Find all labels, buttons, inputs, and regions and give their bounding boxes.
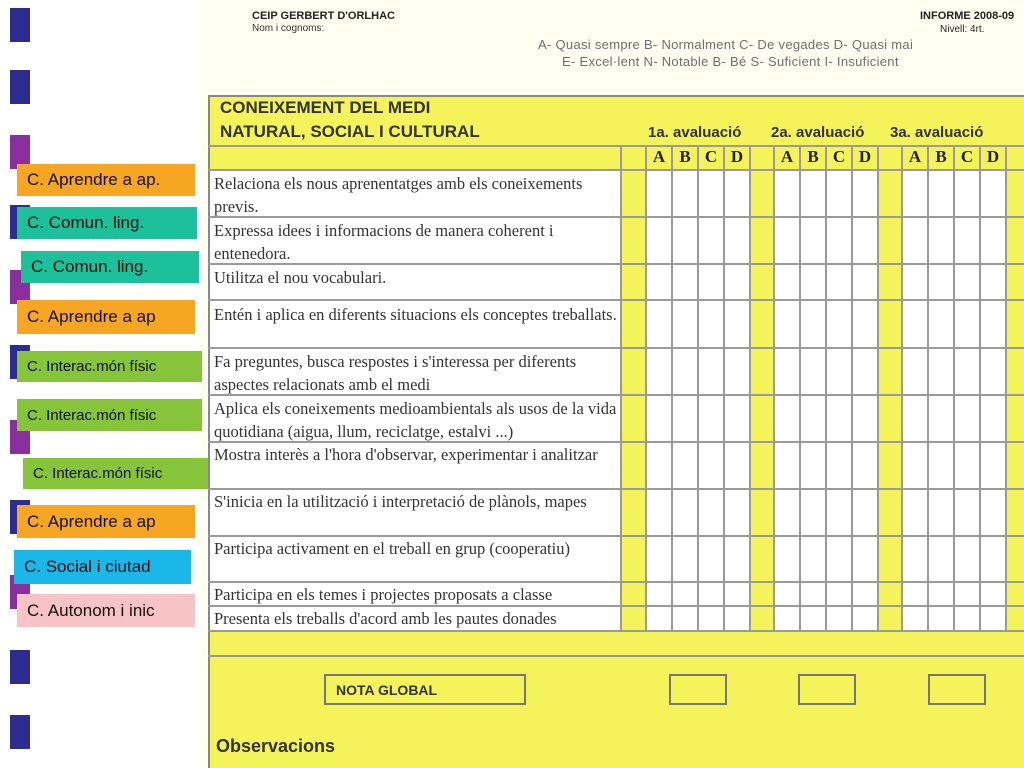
grid-line xyxy=(620,145,622,631)
strip-square xyxy=(10,715,30,749)
competence-tag: C. Aprendre a ap xyxy=(17,505,195,538)
name-label: Nom i cognoms: xyxy=(252,23,325,34)
frequency-legend: A- Quasi sempre B- Normalment C- De vegades D- Quasi mai xyxy=(538,37,914,52)
grid-line xyxy=(953,145,955,631)
scale-d-3: D xyxy=(986,147,1000,166)
grid-line xyxy=(697,145,699,631)
competence-tag: C. Autonom i inic xyxy=(17,594,195,627)
grid-line xyxy=(749,145,751,631)
nota-global-label: NOTA GLOBAL xyxy=(336,682,438,698)
criterion-1: Relaciona els nous aprenentatges amb els coneixements previs. xyxy=(214,174,583,216)
grid-line xyxy=(671,145,673,631)
competence-tag: C. Comun. ling. xyxy=(17,207,197,239)
decorative-strip xyxy=(0,0,30,768)
criterion-11: Presenta els treballs d'acord amb les pautes donades xyxy=(214,609,557,628)
competence-tag: C. Comun. ling. xyxy=(21,251,199,283)
strip-square xyxy=(10,70,30,104)
scale-d-1: D xyxy=(730,147,744,166)
scale-b-2: B xyxy=(807,147,819,166)
grid-line xyxy=(773,145,775,631)
scale-a-1: A xyxy=(652,147,666,166)
scale-b-1: B xyxy=(679,147,691,166)
form-subtitle: NATURAL, SOCIAL I CULTURAL xyxy=(220,122,480,141)
grid-line xyxy=(979,145,981,631)
competence-tag: C. Social i ciutad xyxy=(14,550,191,584)
grid-line xyxy=(825,145,827,631)
scale-a-2: A xyxy=(780,147,794,166)
scale-b-3: B xyxy=(935,147,947,166)
observations-heading: Observacions xyxy=(216,736,336,756)
scale-a-3: A xyxy=(908,147,922,166)
competence-tag: C. Aprendre a ap xyxy=(17,300,195,334)
school-name: CEIP GERBERT D'ORLHAC xyxy=(252,10,395,22)
grid-line xyxy=(799,145,801,631)
competence-tag: C. Aprendre a ap. xyxy=(17,164,195,196)
criterion-5: Fa preguntes, busca respostes i s'interessa per diferents aspectes relacionats amb el medi xyxy=(214,352,577,394)
form-title: CONEIXEMENT DEL MEDI xyxy=(220,98,431,117)
global-score-1-field[interactable] xyxy=(669,674,727,705)
report-title: INFORME 2008-09 xyxy=(920,10,1015,22)
eval-2-header: 2a. avaluació xyxy=(771,124,865,141)
criterion-7: Mostra interès a l'hora d'observar, experimentar i analitzar xyxy=(214,445,598,464)
strip-square xyxy=(10,8,30,42)
grade-legend: E- Excel·lent N- Notable B- Bé S- Suficient I- Insuficient xyxy=(562,54,899,69)
criterion-4: Entén i aplica en diferents situacions els conceptes treballats. xyxy=(214,305,617,324)
level-label: Nivell: 4rt. xyxy=(940,24,985,35)
grid-line xyxy=(877,145,879,631)
scale-d-2: D xyxy=(858,147,872,166)
scale-c-3: C xyxy=(960,147,974,166)
strip-square xyxy=(10,650,30,684)
grid-line xyxy=(723,145,725,631)
competence-tag: C. Interac.món físic xyxy=(17,399,202,431)
grid-line xyxy=(208,655,1024,657)
eval-1-header: 1a. avaluació xyxy=(648,124,742,141)
global-score-2-field[interactable] xyxy=(798,674,856,705)
criterion-3: Utilitza el nou vocabulari. xyxy=(214,268,387,287)
scale-c-2: C xyxy=(832,147,846,166)
grid-line xyxy=(851,145,853,631)
grid-line xyxy=(1005,145,1007,631)
grid-line xyxy=(645,145,647,631)
criterion-10: Participa en els temes i projectes proposats a classe xyxy=(214,585,553,604)
eval-3-header: 3a. avaluació xyxy=(890,124,984,141)
competence-tag: C. Interac.món físic xyxy=(17,351,202,382)
global-score-3-field[interactable] xyxy=(928,674,986,705)
competence-tag: C. Interac.món físic xyxy=(23,458,208,489)
criterion-8: S'inicia en la utilització i interpretació de plànols, mapes xyxy=(214,492,587,511)
grid-line xyxy=(927,145,929,631)
criterion-6: Aplica els coneixements medioambientals als usos de la vida quotidiana (aigua, llum, reciclatge, estalvi ...) xyxy=(214,399,617,441)
grid-line xyxy=(901,145,903,631)
scale-c-1: C xyxy=(704,147,718,166)
criterion-2: Expressa idees i informacions de manera coherent i entenedora. xyxy=(214,221,554,263)
criterion-9: Participa activament en el treball en grup (cooperatiu) xyxy=(214,539,570,558)
